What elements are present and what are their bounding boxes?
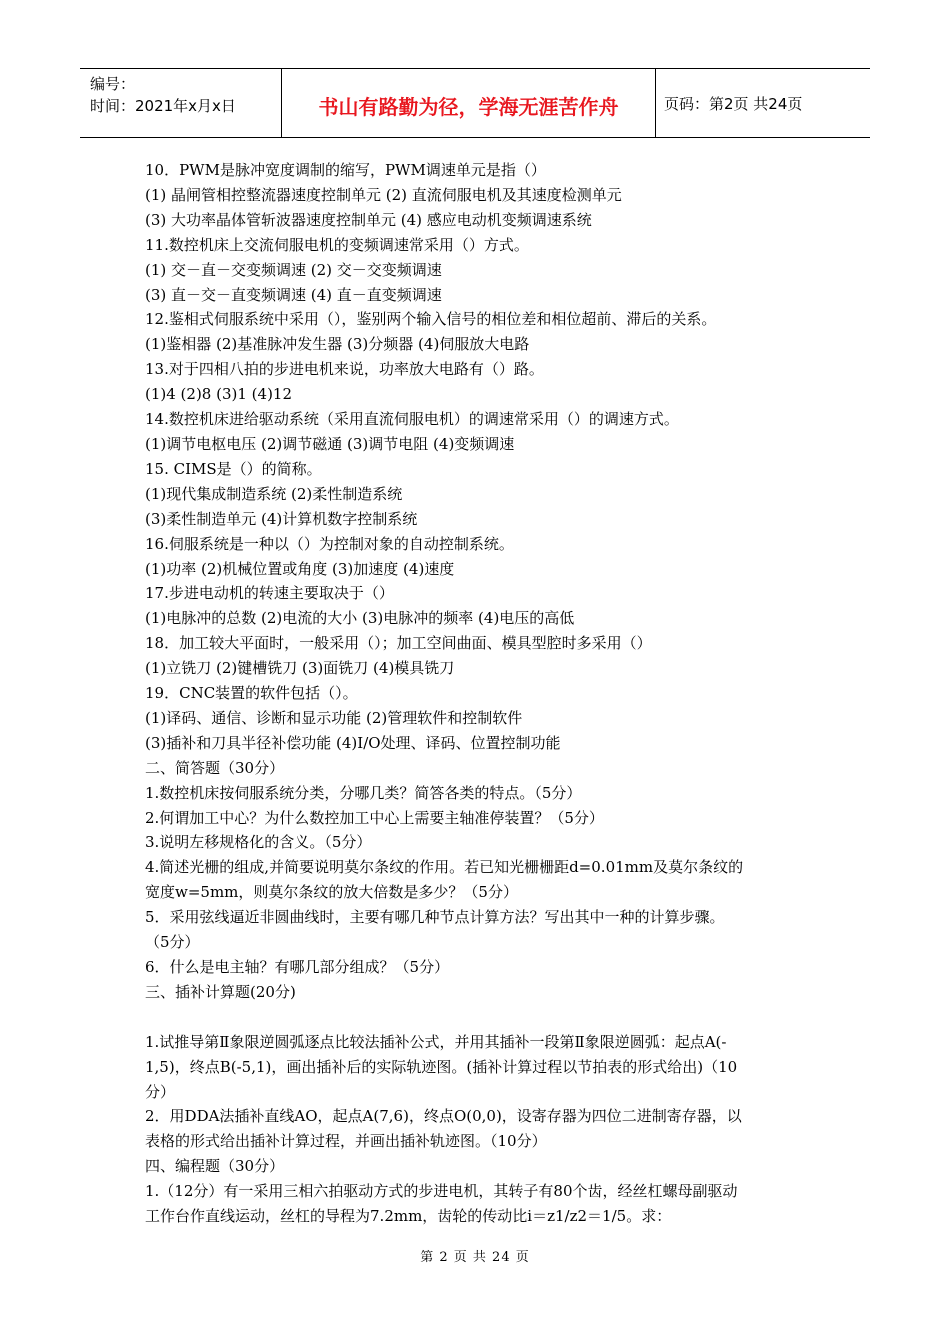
text-line: (1)电脉冲的总数 (2)电流的大小 (3)电脉冲的频率 (4)电压的高低: [145, 609, 575, 628]
text-line: 2．用DDA法插补直线AO，起点A(7,6)，终点O(0,0)，设寄存器为四位二进制寄存器，以: [145, 1107, 742, 1126]
text-line: 四、编程题（30分）: [145, 1157, 285, 1176]
text-line: 1.数控机床按伺服系统分类，分哪几类？简答各类的特点。（5分）: [145, 783, 582, 802]
text-line: (1)鉴相器 (2)基准脉冲发生器 (3)分频器 (4)伺服放大电路: [145, 335, 530, 354]
text-line: 13.对于四相八拍的步进电机来说，功率放大电路有（）路。: [145, 360, 544, 379]
text-line: 3.说明左移规格化的含义。（5分）: [145, 833, 372, 852]
blank-line: [145, 1005, 815, 1030]
header-motto: 书山有路勤为径，学海无涯苦作舟: [282, 69, 656, 137]
page-footer: 第 2 页 共 24 页: [420, 1250, 530, 1265]
text-line: 1.（12分）有一采用三相六拍驱动方式的步进电机，其转子有80个齿，经丝杠螺母副驱动: [145, 1182, 738, 1201]
text-line: (3) 直－交－直变频调速 (4) 直－直变频调速: [145, 285, 442, 304]
text-line: （5分）: [145, 933, 200, 952]
text-line: 15. CIMS是（）的简称。: [145, 459, 322, 478]
text-line: 表格的形式给出插补计算过程，并画出插补轨迹图。（10分）: [145, 1132, 547, 1151]
text-line: 1.试推导第Ⅱ象限逆圆弧逐点比较法插补公式，并用其插补一段第Ⅱ象限逆圆弧：起点A(-: [145, 1032, 727, 1051]
text-line: 分）: [145, 1082, 176, 1101]
text-line: (1)现代集成制造系统 (2)柔性制造系统: [145, 484, 403, 503]
text-line: (1)功率 (2)机械位置或角度 (3)加速度 (4)速度: [145, 559, 455, 578]
text-line: (1) 晶闸管相控整流器速度控制单元 (2) 直流伺服电机及其速度检测单元: [145, 185, 622, 204]
text-line: 4.简述光栅的组成,并简要说明莫尔条纹的作用。若已知光栅栅距d=0.01mm及莫尔条纹的: [145, 858, 744, 877]
text-line: (3)柔性制造单元 (4)计算机数字控制系统: [145, 509, 418, 528]
doc-date-label: 时间：2021年x月x日: [90, 97, 236, 115]
text-line: 工作台作直线运动，丝杠的导程为7.2mm，齿轮的传动比i＝z1/z2＝1/5。求：: [145, 1207, 672, 1226]
text-line: 宽度w=5mm，则莫尔条纹的放大倍数是多少？（5分）: [145, 883, 518, 902]
text-line: 二、简答题（30分）: [145, 758, 285, 777]
text-line: (1)译码、通信、诊断和显示功能 (2)管理软件和控制软件: [145, 708, 523, 727]
text-line: 17.步进电动机的转速主要取决于（）: [145, 584, 394, 603]
text-line: (1)4 (2)8 (3)1 (4)12: [145, 385, 293, 404]
text-line: (1)立铣刀 (2)键槽铣刀 (3)面铣刀 (4)模具铣刀: [145, 659, 455, 678]
text-line: 2.何谓加工中心？为什么数控加工中心上需要主轴准停装置？（5分）: [145, 808, 604, 827]
text-line: (1) 交－直－交变频调速 (2) 交－交变频调速: [145, 260, 442, 279]
text-line: 5．采用弦线逼近非圆曲线时，主要有哪几种节点计算方法？写出其中一种的计算步骤。: [145, 908, 725, 927]
text-line: 11.数控机床上交流伺服电机的变频调速常采用（）方式。: [145, 235, 529, 254]
text-line: 16.伺服系统是一种以（）为控制对象的自动控制系统。: [145, 534, 514, 553]
text-line: (1)调节电枢电压 (2)调节磁通 (3)调节电阻 (4)变频调速: [145, 434, 515, 453]
text-line: 19．CNC装置的软件包括（）。: [145, 684, 358, 703]
text-line: 14.数控机床进给驱动系统（采用直流伺服电机）的调速常采用（）的调速方式。: [145, 410, 679, 429]
text-line: 6．什么是电主轴？有哪几部分组成？（5分）: [145, 958, 450, 976]
text-line: (3) 大功率晶体管斩波器速度控制单元 (4) 感应电动机变频调速系统: [145, 210, 592, 229]
header-meta: [80, 69, 282, 137]
text-line: 1,5)，终点B(-5,1)，画出插补后的实际轨迹图。(插补计算过程以节拍表的形式给出)（10: [145, 1057, 738, 1076]
text-line: 三、插补计算题(20分): [145, 982, 296, 1001]
text-line: 12.鉴相式伺服系统中采用（），鉴别两个输入信号的相位差和相位超前、滞后的关系。: [145, 310, 717, 329]
text-line: 10．PWM是脉冲宽度调制的缩写，PWM调速单元是指（）: [145, 161, 546, 179]
document-body: [145, 158, 815, 1229]
text-line: (3)插补和刀具半径补偿功能 (4)I/O处理、译码、位置控制功能: [145, 733, 561, 752]
text-line: 18．加工较大平面时，一般采用（）；加工空间曲面、模具型腔时多采用（）: [145, 634, 652, 653]
header-table: [80, 68, 870, 138]
header-page-info: 页码：第2页 共24页: [664, 94, 803, 113]
doc-number-label: 编号：: [90, 75, 136, 93]
